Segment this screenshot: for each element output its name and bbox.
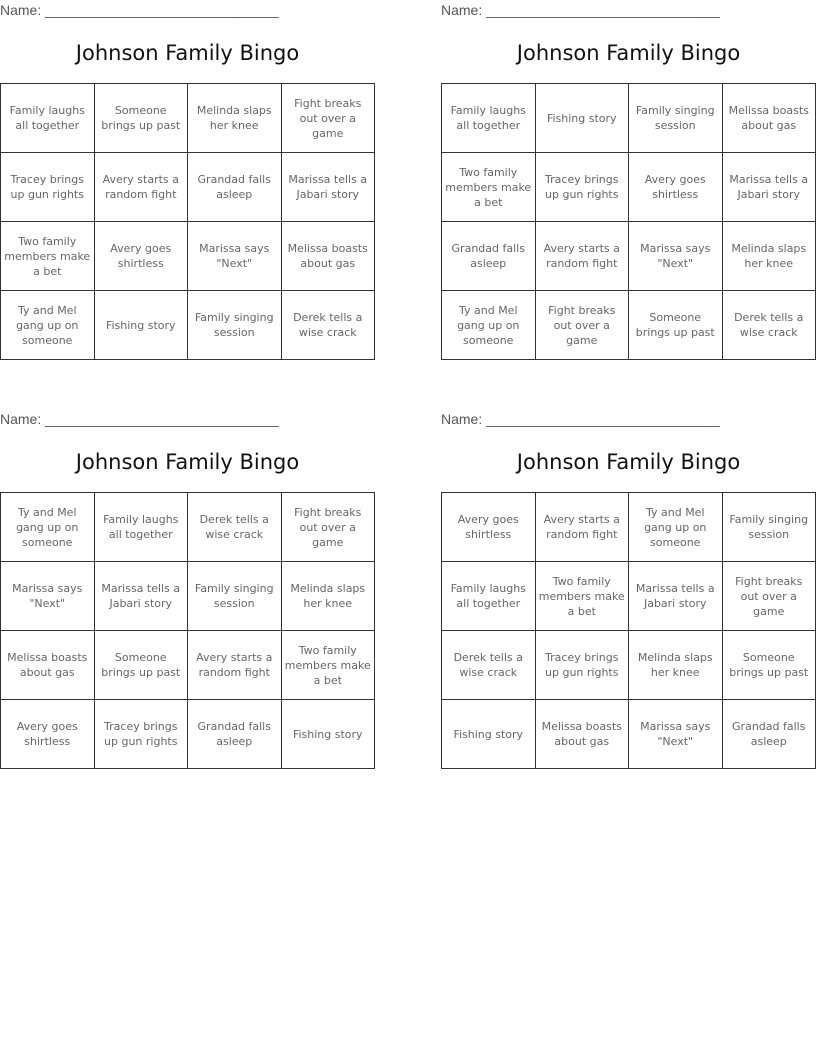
bingo-grid (441, 492, 816, 769)
bingo-cell: Avery goes shirtless (1, 700, 95, 769)
bingo-cell: Melissa boasts about gas (722, 84, 816, 153)
bingo-row (1, 222, 375, 291)
bingo-row (442, 631, 816, 700)
bingo-cell: Grandad falls asleep (188, 153, 282, 222)
name-field: Name: ______________________________ (0, 2, 279, 18)
bingo-cell: Fight breaks out over a game (535, 291, 629, 360)
bingo-row (442, 493, 816, 562)
bingo-row (1, 631, 375, 700)
bingo-cell: Melissa boasts about gas (535, 700, 629, 769)
bingo-cell: Family singing session (188, 562, 282, 631)
bingo-row (1, 84, 375, 153)
name-field: Name: ______________________________ (441, 411, 720, 427)
bingo-cell: Derek tells a wise crack (188, 493, 282, 562)
bingo-row (442, 562, 816, 631)
bingo-row (442, 222, 816, 291)
bingo-cell: Someone brings up past (94, 631, 188, 700)
bingo-cell: Melinda slaps her knee (281, 562, 375, 631)
bingo-cell: Avery starts a random fight (535, 493, 629, 562)
bingo-cell: Tracey brings up gun rights (94, 700, 188, 769)
bingo-cell: Marissa tells a Jabari story (94, 562, 188, 631)
bingo-grid (0, 83, 375, 360)
bingo-cell: Fishing story (535, 84, 629, 153)
bingo-cell: Melinda slaps her knee (188, 84, 282, 153)
bingo-cell: Melinda slaps her knee (722, 222, 816, 291)
bingo-row (1, 153, 375, 222)
bingo-cell: Melinda slaps her knee (629, 631, 723, 700)
bingo-grid (0, 492, 375, 769)
bingo-cell: Fishing story (281, 700, 375, 769)
bingo-cell: Tracey brings up gun rights (1, 153, 95, 222)
bingo-cell: Someone brings up past (94, 84, 188, 153)
bingo-cell: Avery starts a random fight (188, 631, 282, 700)
bingo-cell: Marissa says "Next" (1, 562, 95, 631)
bingo-cell: Avery goes shirtless (94, 222, 188, 291)
bingo-cell: Ty and Mel gang up on someone (1, 493, 95, 562)
bingo-cell: Tracey brings up gun rights (535, 153, 629, 222)
bingo-cell: Avery goes shirtless (629, 153, 723, 222)
bingo-cell: Fight breaks out over a game (281, 84, 375, 153)
bingo-cell: Family laughs all together (94, 493, 188, 562)
bingo-row (442, 153, 816, 222)
bingo-cell: Family singing session (629, 84, 723, 153)
bingo-cell: Marissa tells a Jabari story (629, 562, 723, 631)
bingo-cell: Grandad falls asleep (188, 700, 282, 769)
bingo-cell: Two family members make a bet (442, 153, 536, 222)
bingo-grid (441, 83, 816, 360)
bingo-cell: Family laughs all together (442, 84, 536, 153)
card-title: Johnson Family Bingo (516, 41, 741, 65)
bingo-cell: Marissa tells a Jabari story (722, 153, 816, 222)
card-title: Johnson Family Bingo (516, 450, 741, 474)
bingo-cell: Someone brings up past (629, 291, 723, 360)
bingo-cell: Someone brings up past (722, 631, 816, 700)
bingo-cell: Grandad falls asleep (722, 700, 816, 769)
bingo-cell: Avery goes shirtless (442, 493, 536, 562)
bingo-cell: Fishing story (94, 291, 188, 360)
bingo-cell: Tracey brings up gun rights (535, 631, 629, 700)
bingo-row (442, 700, 816, 769)
bingo-cell: Family singing session (722, 493, 816, 562)
bingo-cell: Avery starts a random fight (94, 153, 188, 222)
bingo-row (442, 291, 816, 360)
bingo-cell: Marissa says "Next" (629, 700, 723, 769)
bingo-row (1, 493, 375, 562)
bingo-row (1, 700, 375, 769)
bingo-cell: Avery starts a random fight (535, 222, 629, 291)
bingo-row (1, 291, 375, 360)
bingo-cell: Fight breaks out over a game (281, 493, 375, 562)
bingo-cell: Fishing story (442, 700, 536, 769)
bingo-cell: Family laughs all together (442, 562, 536, 631)
bingo-cell: Melissa boasts about gas (281, 222, 375, 291)
bingo-cell: Two family members make a bet (535, 562, 629, 631)
bingo-cell: Ty and Mel gang up on someone (1, 291, 95, 360)
bingo-row (442, 84, 816, 153)
bingo-cell: Two family members make a bet (1, 222, 95, 291)
bingo-cell: Derek tells a wise crack (722, 291, 816, 360)
card-title: Johnson Family Bingo (75, 41, 300, 65)
bingo-cell: Marissa says "Next" (629, 222, 723, 291)
bingo-cell: Ty and Mel gang up on someone (442, 291, 536, 360)
bingo-cell: Grandad falls asleep (442, 222, 536, 291)
card-title: Johnson Family Bingo (75, 450, 300, 474)
name-field: Name: ______________________________ (0, 411, 279, 427)
bingo-cell: Derek tells a wise crack (442, 631, 536, 700)
bingo-cell: Marissa tells a Jabari story (281, 153, 375, 222)
bingo-cell: Fight breaks out over a game (722, 562, 816, 631)
bingo-cell: Family laughs all together (1, 84, 95, 153)
bingo-cell: Two family members make a bet (281, 631, 375, 700)
bingo-cell: Marissa says "Next" (188, 222, 282, 291)
bingo-cell: Ty and Mel gang up on someone (629, 493, 723, 562)
name-field: Name: ______________________________ (441, 2, 720, 18)
bingo-cell: Melissa boasts about gas (1, 631, 95, 700)
bingo-row (1, 562, 375, 631)
bingo-cell: Family singing session (188, 291, 282, 360)
bingo-cell: Derek tells a wise crack (281, 291, 375, 360)
